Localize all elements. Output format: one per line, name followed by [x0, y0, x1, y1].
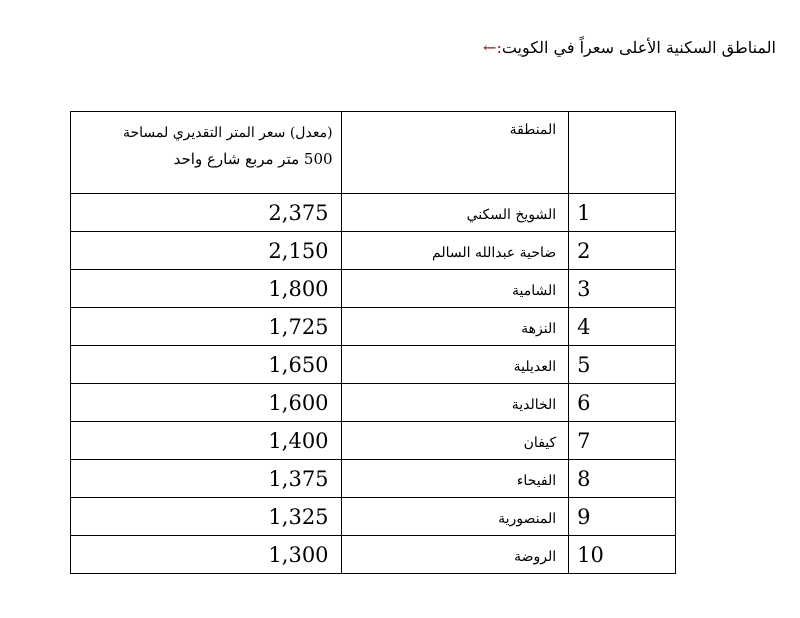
table-row: [71, 232, 676, 270]
page-title-text: المناطق السكنية الأعلى سعراً في الكويت: [501, 38, 776, 57]
table-row: [71, 536, 676, 574]
row-price: 1,650: [71, 346, 342, 384]
row-price: 1,600: [71, 384, 342, 422]
header-index: [569, 112, 676, 194]
row-price: 1,725: [71, 308, 342, 346]
table-row: [71, 422, 676, 460]
table-header-row: [71, 112, 676, 194]
row-index: 1: [569, 194, 676, 232]
row-area: النزهة: [341, 308, 569, 346]
table-row: [71, 498, 676, 536]
table-row: [71, 346, 676, 384]
row-index: 5: [569, 346, 676, 384]
row-area: الروضة: [341, 536, 569, 574]
row-price: 1,325: [71, 498, 342, 536]
row-area: الفيحاء: [341, 460, 569, 498]
row-area: الشويخ السكني: [341, 194, 569, 232]
row-area: ضاحية عبدالله السالم: [341, 232, 569, 270]
table-row: [71, 270, 676, 308]
row-area: الشامية: [341, 270, 569, 308]
row-price: 1,400: [71, 422, 342, 460]
table-row: [71, 194, 676, 232]
row-index: 4: [569, 308, 676, 346]
page-title: [483, 38, 776, 57]
row-index: 7: [569, 422, 676, 460]
row-price: 2,375: [71, 194, 342, 232]
row-index: 3: [569, 270, 676, 308]
table-row: [71, 384, 676, 422]
row-area: الخالدية: [341, 384, 569, 422]
row-price: 2,150: [71, 232, 342, 270]
row-index: 10: [569, 536, 676, 574]
header-price: [71, 112, 342, 194]
header-price-line1: (معدل) سعر المتر التقديري لمساحة: [122, 125, 333, 141]
row-index: 8: [569, 460, 676, 498]
row-area: المنصورية: [341, 498, 569, 536]
row-price: 1,300: [71, 536, 342, 574]
header-price-line2: 500 متر مربع شارع واحد: [173, 150, 333, 168]
row-index: 9: [569, 498, 676, 536]
table-row: [71, 460, 676, 498]
row-index: 6: [569, 384, 676, 422]
row-area: كيفان: [341, 422, 569, 460]
row-area: العديلية: [341, 346, 569, 384]
header-area: المنطقة: [341, 112, 569, 194]
title-arrow: :←: [483, 38, 502, 57]
row-price: 1,800: [71, 270, 342, 308]
row-price: 1,375: [71, 460, 342, 498]
areas-price-table: [70, 111, 676, 574]
table-row: [71, 308, 676, 346]
row-index: 2: [569, 232, 676, 270]
